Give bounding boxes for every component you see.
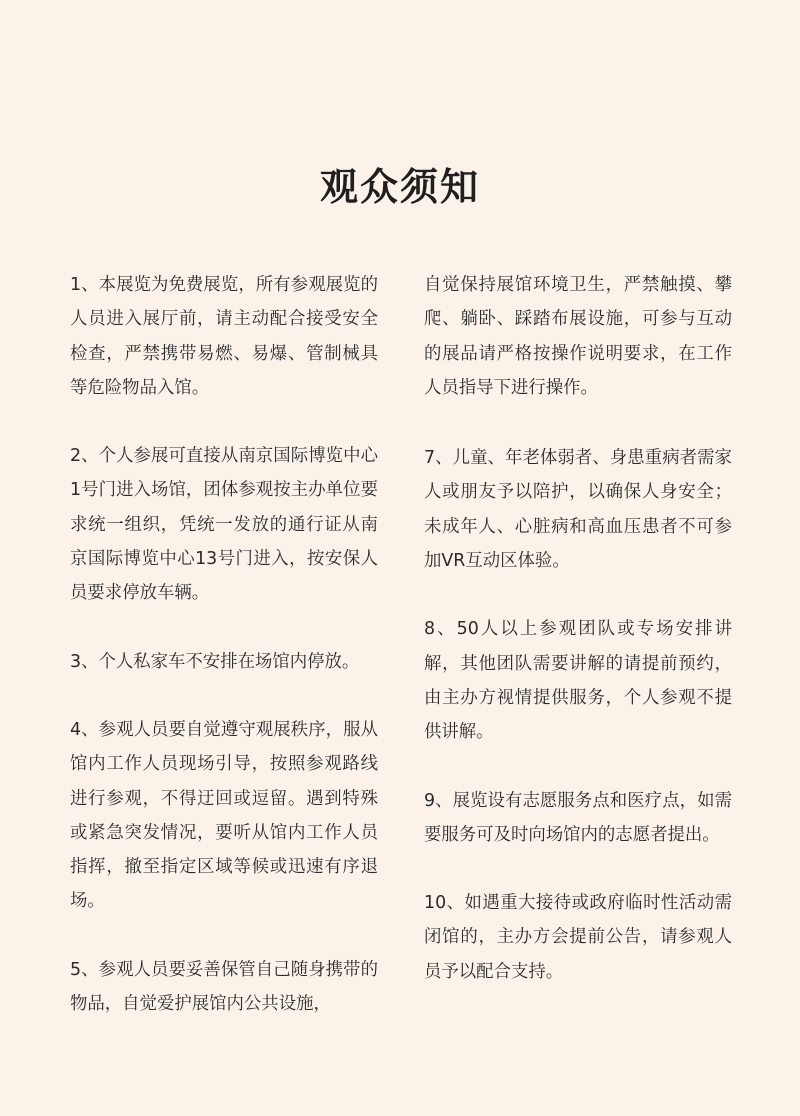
notice-item-1: 1、本展览为免费展览，所有参观展览的人员进入展厅前，请主动配合接受安全检查，严禁携带易燃、易爆、管制械具等危险物品入馆。 — [70, 275, 378, 398]
page-title: 观众须知 — [319, 165, 480, 209]
notice-item-10: 10、如遇重大接待或政府临时性活动需闭馆的，主办方会提前公告，请参观人员予以配合支持。 — [424, 893, 732, 982]
notice-item-7: 7、儿童、年老体弱者、身患重病者需家人或朋友予以陪护，以确保人身安全；未成年人、心脏病和高血压患者不可参加VR互动区体验。 — [424, 448, 732, 572]
notice-item-4: 4、参观人员要自觉遵守观展秩序，服从馆内工作人员现场引导，按照参观路线进行参观，不得迂回或逗留。遇到特殊或紧急突发情况，要听从馆内工作人员指挥，撤至指定区域等候或迅速有序退场。 — [70, 719, 378, 912]
notice-item-5-part1: 5、参观人员要妥善保管自己随身携带的物品，自觉爱护展馆内公共设施， — [70, 959, 378, 1015]
notice-column-left — [70, 268, 378, 1055]
notice-column-right — [424, 268, 732, 1023]
notice-item-2: 2、个人参展可直接从南京国际博览中心1号门进入场馆，团体参观按主办单位要求统一组织，凭统一发放的通行证从南京国际博览中心13号门进入，按安保人员要求停放车辆。 — [70, 446, 378, 604]
notice-item-9: 9、展览设有志愿服务点和医疗点，如需要服务可及时向场馆内的志愿者提出。 — [424, 790, 732, 845]
notice-item-5-part2: 自觉保持展馆环境卫生，严禁触摸、攀爬、躺卧、踩踏布展设施，可参与互动的展品请严格按操作说明要求，在工作人员指导下进行操作。 — [424, 275, 732, 398]
notice-item-3: 3、个人私家车不安排在场馆内停放。 — [70, 651, 360, 672]
notice-item-8: 8、50人以上参观团队或专场安排讲解，其他团队需要讲解的请提前预约，由主办方视情提供服务，个人参观不提供讲解。 — [424, 619, 732, 743]
